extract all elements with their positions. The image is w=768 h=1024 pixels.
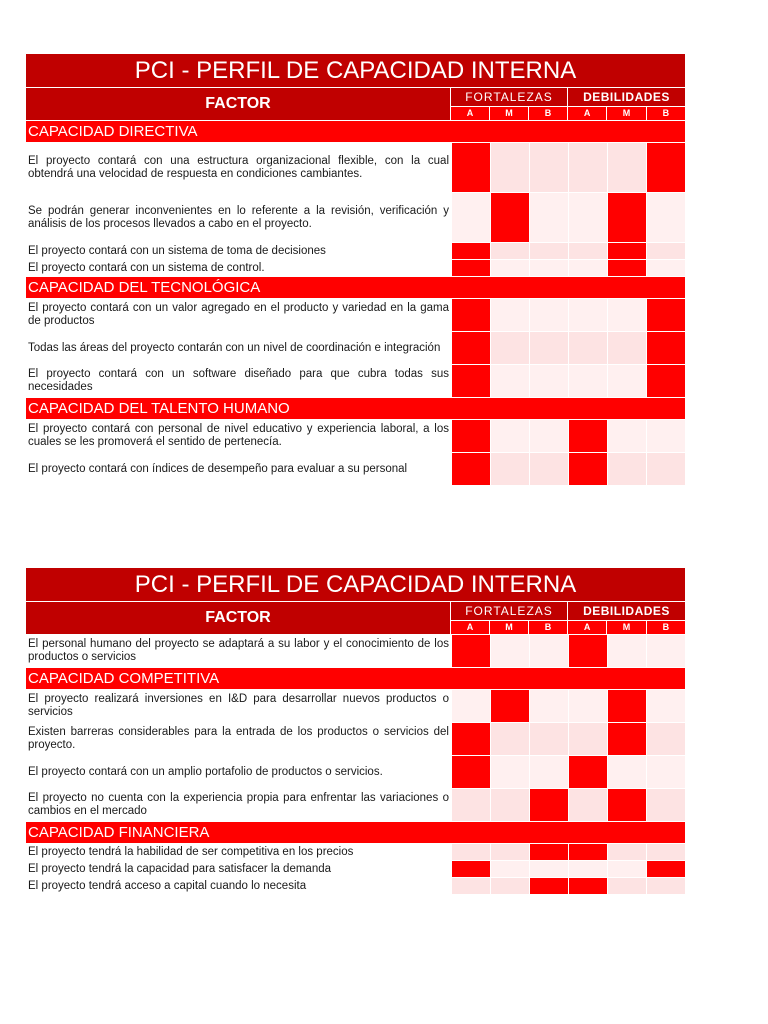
rating-cell-debilidad-media	[607, 260, 646, 276]
rating-cell-debilidad-baja	[646, 365, 685, 397]
rating-cell-debilidad-baja	[646, 299, 685, 331]
rating-cell-fortaleza-baja	[529, 243, 568, 259]
rating-cell-debilidad-media	[607, 420, 646, 452]
rating-cell-debilidad-alta	[568, 243, 607, 259]
factor-label: Se podrán generar inconvenientes en lo referente a la revisión, verificación y análisis de los procesos llevados a cabo en el proyecto.	[28, 204, 449, 230]
factor-text	[26, 789, 451, 821]
rating-cell-debilidad-media	[607, 690, 646, 722]
rating-cell-fortaleza-media	[490, 260, 529, 276]
fortalezas-header: FORTALEZAS	[451, 88, 567, 107]
factor-label: El proyecto no cuenta con la experiencia propia para enfrentar las variaciones o cambios en el mercado	[28, 792, 449, 817]
factor-text	[26, 365, 451, 397]
rating-cell-debilidad-alta	[568, 332, 607, 364]
rating-cell-fortaleza-media	[490, 690, 529, 722]
rating-cell-debilidad-alta	[568, 453, 607, 485]
rating-cell-fortaleza-media	[490, 143, 529, 192]
section-header: CAPACIDAD DEL TECNOLÓGICA	[26, 277, 685, 299]
debilidades-group	[568, 88, 685, 120]
table-row	[26, 723, 685, 756]
factor-text	[26, 690, 451, 722]
factor-text	[26, 193, 451, 242]
rating-cell-fortaleza-alta	[451, 756, 490, 788]
sub-header-b: B	[529, 621, 567, 634]
factor-text	[26, 243, 451, 259]
sub-header-m: M	[607, 621, 646, 634]
rating-cell-fortaleza-baja	[529, 635, 568, 667]
factor-text	[26, 453, 451, 485]
factor-label: El proyecto contará con un sistema de toma de decisiones	[28, 244, 326, 257]
rating-cell-fortaleza-alta	[451, 453, 490, 485]
table-title: PCI - PERFIL DE CAPACIDAD INTERNA	[26, 568, 685, 602]
rating-cell-fortaleza-baja	[529, 756, 568, 788]
rating-cell-fortaleza-baja	[529, 878, 568, 894]
rating-cell-fortaleza-baja	[529, 420, 568, 452]
rating-cell-debilidad-alta	[568, 723, 607, 755]
factor-label: El proyecto tendrá la habilidad de ser competitiva en los precios	[28, 845, 354, 858]
rating-cell-debilidad-media	[607, 453, 646, 485]
rating-cell-fortaleza-media	[490, 365, 529, 397]
table-row	[26, 260, 685, 277]
rating-cell-debilidad-baja	[646, 332, 685, 364]
rating-cell-debilidad-baja	[646, 861, 685, 877]
rating-cell-fortaleza-alta	[451, 260, 490, 276]
rating-cell-debilidad-alta	[568, 143, 607, 192]
rating-cell-fortaleza-baja	[529, 143, 568, 192]
sub-header-b: B	[647, 107, 685, 120]
rating-cell-fortaleza-media	[490, 193, 529, 242]
table-title: PCI - PERFIL DE CAPACIDAD INTERNA	[26, 54, 685, 88]
table-row	[26, 635, 685, 668]
factor-label: El proyecto contará con un valor agregado en el producto y variedad en la gama de productos	[28, 302, 449, 327]
rating-cell-debilidad-alta	[568, 420, 607, 452]
table-row	[26, 844, 685, 861]
factor-header: FACTOR	[26, 88, 451, 120]
table-row	[26, 756, 685, 789]
debilidades-header: DEBILIDADES	[568, 602, 685, 621]
table-row	[26, 365, 685, 398]
sub-header-a: A	[568, 107, 607, 120]
rating-cell-fortaleza-media	[490, 878, 529, 894]
rating-cell-fortaleza-alta	[451, 420, 490, 452]
factor-label: Todas las áreas del proyecto contarán con un nivel de coordinación e integración	[28, 341, 441, 354]
rating-cell-fortaleza-alta	[451, 299, 490, 331]
table-row	[26, 878, 685, 895]
section-header: CAPACIDAD DEL TALENTO HUMANO	[26, 398, 685, 420]
debilidades-header: DEBILIDADES	[568, 88, 685, 107]
rating-cell-fortaleza-media	[490, 756, 529, 788]
rating-cell-fortaleza-media	[490, 420, 529, 452]
table-row	[26, 690, 685, 723]
rating-cell-debilidad-media	[607, 878, 646, 894]
rating-cell-debilidad-media	[607, 789, 646, 821]
rating-cell-debilidad-baja	[646, 193, 685, 242]
sub-header-b: B	[647, 621, 685, 634]
factor-label: El proyecto realizará inversiones en I&D para desarrollar nuevos productos o servicios	[28, 693, 449, 718]
factor-text	[26, 420, 451, 452]
rating-cell-fortaleza-media	[490, 243, 529, 259]
rating-cell-fortaleza-baja	[529, 299, 568, 331]
rating-cell-debilidad-media	[607, 243, 646, 259]
sub-header-a: A	[451, 107, 490, 120]
rating-cell-fortaleza-baja	[529, 453, 568, 485]
factor-text	[26, 635, 451, 667]
table-row	[26, 420, 685, 453]
rating-cell-debilidad-alta	[568, 365, 607, 397]
section-header: CAPACIDAD COMPETITIVA	[26, 668, 685, 690]
factor-label: El proyecto contará con un sistema de control.	[28, 261, 265, 274]
table-row	[26, 193, 685, 243]
rating-cell-fortaleza-alta	[451, 193, 490, 242]
fortalezas-header: FORTALEZAS	[451, 602, 567, 621]
rating-cell-debilidad-media	[607, 844, 646, 860]
factor-text	[26, 878, 451, 894]
rating-cell-fortaleza-alta	[451, 143, 490, 192]
rating-cell-fortaleza-media	[490, 332, 529, 364]
rating-cell-fortaleza-alta	[451, 878, 490, 894]
table-row	[26, 789, 685, 822]
factor-text	[26, 723, 451, 755]
sub-header-b: B	[529, 107, 567, 120]
section-header: CAPACIDAD DIRECTIVA	[26, 121, 685, 143]
rating-cell-debilidad-baja	[646, 260, 685, 276]
factor-text	[26, 332, 451, 364]
rating-cell-fortaleza-media	[490, 844, 529, 860]
sub-header-m: M	[490, 621, 529, 634]
rating-cell-fortaleza-alta	[451, 635, 490, 667]
factor-text	[26, 143, 451, 192]
factor-label: El personal humano del proyecto se adaptará a su labor y el conocimiento de los productos o servicios	[28, 638, 449, 663]
rating-cell-debilidad-alta	[568, 690, 607, 722]
rating-cell-debilidad-alta	[568, 861, 607, 877]
rating-cell-debilidad-baja	[646, 635, 685, 667]
table-header	[26, 88, 685, 121]
factor-label: El proyecto contará con índices de desempeño para evaluar a su personal	[28, 462, 408, 475]
rating-cell-debilidad-baja	[646, 756, 685, 788]
rating-cell-debilidad-baja	[646, 690, 685, 722]
rating-cell-fortaleza-media	[490, 635, 529, 667]
rating-cell-debilidad-media	[607, 143, 646, 192]
rating-cell-fortaleza-alta	[451, 789, 490, 821]
rating-cell-fortaleza-alta	[451, 243, 490, 259]
rating-cell-fortaleza-baja	[529, 844, 568, 860]
rating-cell-debilidad-alta	[568, 756, 607, 788]
rating-cell-fortaleza-media	[490, 299, 529, 331]
rating-cell-fortaleza-baja	[529, 193, 568, 242]
rating-cell-debilidad-baja	[646, 420, 685, 452]
rating-cell-debilidad-baja	[646, 243, 685, 259]
rating-cell-debilidad-baja	[646, 844, 685, 860]
section-header: CAPACIDAD FINANCIERA	[26, 822, 685, 844]
rating-cell-debilidad-media	[607, 299, 646, 331]
factor-text	[26, 844, 451, 860]
rating-cell-debilidad-baja	[646, 789, 685, 821]
debilidades-group	[568, 602, 685, 634]
rating-cell-debilidad-alta	[568, 299, 607, 331]
rating-cell-debilidad-alta	[568, 635, 607, 667]
rating-cell-fortaleza-baja	[529, 723, 568, 755]
sub-header-m: M	[490, 107, 529, 120]
fortalezas-group	[451, 602, 568, 634]
factor-text	[26, 299, 451, 331]
rating-cell-debilidad-media	[607, 635, 646, 667]
table-row	[26, 453, 685, 486]
sub-header-m: M	[607, 107, 646, 120]
factor-header: FACTOR	[26, 602, 451, 634]
fortalezas-group	[451, 88, 568, 120]
rating-cell-debilidad-baja	[646, 453, 685, 485]
rating-cell-debilidad-alta	[568, 260, 607, 276]
factor-text	[26, 260, 451, 276]
rating-cell-fortaleza-alta	[451, 690, 490, 722]
rating-cell-fortaleza-alta	[451, 332, 490, 364]
rating-cell-fortaleza-baja	[529, 690, 568, 722]
rating-cell-fortaleza-media	[490, 453, 529, 485]
sub-header-a: A	[451, 621, 490, 634]
factor-label: El proyecto contará con una estructura organizacional flexible, con la cual obtendrá una velocidad de respuesta en condiciones cambiantes.	[28, 154, 449, 180]
table-row	[26, 299, 685, 332]
factor-label: El proyecto contará con personal de nivel educativo y experiencia laboral, a los cuales se les promoverá el sentido de pertenecía.	[28, 423, 449, 448]
rating-cell-fortaleza-baja	[529, 789, 568, 821]
table-row	[26, 861, 685, 878]
factor-label: El proyecto tendrá la capacidad para satisfacer la demanda	[28, 862, 332, 875]
pci-table-2	[26, 568, 685, 895]
rating-cell-debilidad-baja	[646, 878, 685, 894]
rating-cell-fortaleza-baja	[529, 260, 568, 276]
table-row	[26, 143, 685, 193]
factor-text	[26, 756, 451, 788]
rating-cell-debilidad-alta	[568, 844, 607, 860]
rating-cell-debilidad-alta	[568, 878, 607, 894]
table-header	[26, 602, 685, 635]
sub-header-a: A	[568, 621, 607, 634]
factor-label: Existen barreras considerables para la entrada de los productos o servicios del proyecto.	[28, 726, 449, 751]
rating-cell-debilidad-media	[607, 723, 646, 755]
rating-cell-debilidad-media	[607, 365, 646, 397]
rating-cell-fortaleza-media	[490, 723, 529, 755]
rating-cell-debilidad-media	[607, 861, 646, 877]
rating-cell-fortaleza-baja	[529, 365, 568, 397]
rating-cell-fortaleza-alta	[451, 365, 490, 397]
pci-table-1	[26, 54, 685, 486]
rating-cell-fortaleza-alta	[451, 844, 490, 860]
table-row	[26, 243, 685, 260]
factor-label: El proyecto contará con un amplio portafolio de productos o servicios.	[28, 765, 383, 778]
rating-cell-fortaleza-alta	[451, 723, 490, 755]
rating-cell-debilidad-alta	[568, 193, 607, 242]
factor-label: El proyecto contará con un software diseñado para que cubra todas sus necesidades	[28, 368, 449, 393]
rating-cell-debilidad-baja	[646, 143, 685, 192]
rating-cell-fortaleza-media	[490, 861, 529, 877]
table-row	[26, 332, 685, 365]
rating-cell-debilidad-alta	[568, 789, 607, 821]
rating-cell-fortaleza-baja	[529, 332, 568, 364]
rating-cell-fortaleza-media	[490, 789, 529, 821]
factor-text	[26, 861, 451, 877]
rating-cell-debilidad-baja	[646, 723, 685, 755]
rating-cell-debilidad-media	[607, 756, 646, 788]
factor-label: El proyecto tendrá acceso a capital cuando lo necesita	[28, 879, 307, 892]
rating-cell-debilidad-media	[607, 332, 646, 364]
rating-cell-debilidad-media	[607, 193, 646, 242]
rating-cell-fortaleza-alta	[451, 861, 490, 877]
rating-cell-fortaleza-baja	[529, 861, 568, 877]
